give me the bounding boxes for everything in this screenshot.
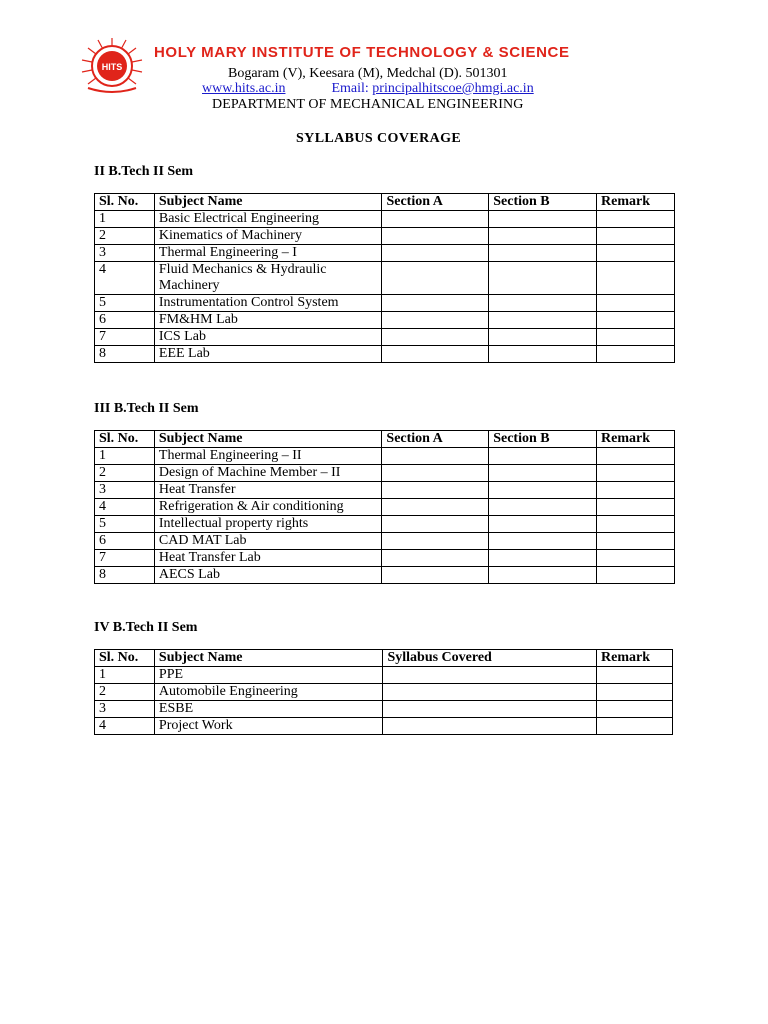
section-b-cell — [489, 329, 597, 346]
subject-cell: CAD MAT Lab — [154, 533, 382, 550]
remark-cell — [597, 684, 673, 701]
column-header: Section A — [382, 431, 489, 448]
table-row — [95, 329, 675, 346]
remark-cell — [597, 295, 675, 312]
section-a-cell — [382, 346, 489, 363]
serial-cell: 2 — [95, 684, 155, 701]
email-label: Email: — [331, 81, 369, 96]
section-a-cell — [382, 550, 489, 567]
remark-cell — [597, 346, 675, 363]
subject-cell: Design of Machine Member – II — [154, 465, 382, 482]
section-a-cell — [382, 465, 489, 482]
subject-cell: Thermal Engineering – II — [154, 448, 382, 465]
website-link[interactable]: www.hits.ac.in — [202, 81, 286, 96]
section-a-cell — [382, 329, 489, 346]
remark-cell — [597, 211, 675, 228]
remark-cell — [597, 448, 675, 465]
serial-cell: 4 — [95, 499, 155, 516]
subject-cell: Project Work — [154, 718, 383, 735]
remark-cell — [597, 516, 675, 533]
serial-cell: 1 — [95, 667, 155, 684]
section-b-cell — [489, 312, 597, 329]
serial-cell: 1 — [95, 211, 155, 228]
table-row — [95, 228, 675, 245]
section-heading-iv-btech: IV B.Tech II Sem — [94, 620, 198, 635]
section-heading-iii-btech: III B.Tech II Sem — [94, 401, 199, 416]
contact-line — [202, 81, 534, 97]
column-header: Remark — [597, 650, 673, 667]
table-header-row — [95, 431, 675, 448]
table-row — [95, 684, 673, 701]
remark-cell — [597, 567, 675, 584]
serial-cell: 7 — [95, 550, 155, 567]
remark-cell — [597, 550, 675, 567]
remark-cell — [597, 701, 673, 718]
institution-address: Bogaram (V), Keesara (M), Medchal (D). 501301 — [228, 66, 508, 81]
table-row — [95, 701, 673, 718]
serial-cell: 4 — [95, 262, 155, 295]
remark-cell — [597, 667, 673, 684]
subject-cell: Automobile Engineering — [154, 684, 383, 701]
section-b-cell — [489, 567, 597, 584]
serial-cell: 6 — [95, 533, 155, 550]
section-b-cell — [489, 346, 597, 363]
subject-cell: ICS Lab — [154, 329, 382, 346]
section-b-cell — [489, 448, 597, 465]
column-header: Subject Name — [154, 650, 383, 667]
section-b-cell — [489, 482, 597, 499]
serial-cell: 7 — [95, 329, 155, 346]
subject-cell: EEE Lab — [154, 346, 382, 363]
column-header: Section A — [382, 194, 489, 211]
remark-cell — [597, 482, 675, 499]
table-row — [95, 245, 675, 262]
syllabus-covered-cell — [383, 718, 597, 735]
subject-cell: Heat Transfer — [154, 482, 382, 499]
section-b-cell — [489, 245, 597, 262]
section-a-cell — [382, 211, 489, 228]
table-row — [95, 262, 675, 295]
remark-cell — [597, 329, 675, 346]
column-header: Remark — [597, 431, 675, 448]
column-header: Sl. No. — [95, 431, 155, 448]
department-name: DEPARTMENT OF MECHANICAL ENGINEERING — [212, 97, 524, 112]
remark-cell — [597, 533, 675, 550]
syllabus-table-ii-btech — [94, 193, 675, 363]
table-row — [95, 533, 675, 550]
column-header: Remark — [597, 194, 675, 211]
syllabus-covered-cell — [383, 667, 597, 684]
serial-cell: 2 — [95, 465, 155, 482]
serial-cell: 3 — [95, 701, 155, 718]
table-header-row — [95, 650, 673, 667]
table-row — [95, 211, 675, 228]
table-row — [95, 346, 675, 363]
serial-cell: 5 — [95, 516, 155, 533]
table-row — [95, 448, 675, 465]
table-row — [95, 516, 675, 533]
table-row — [95, 312, 675, 329]
section-a-cell — [382, 482, 489, 499]
institution-name: HOLY MARY INSTITUTE OF TECHNOLOGY & SCIENCE — [154, 44, 570, 61]
serial-cell: 3 — [95, 482, 155, 499]
remark-cell — [597, 499, 675, 516]
table-row — [95, 499, 675, 516]
email-link[interactable]: principalhitscoe@hmgi.ac.in — [372, 81, 534, 96]
serial-cell: 4 — [95, 718, 155, 735]
subject-cell: Instrumentation Control System — [154, 295, 382, 312]
section-b-cell — [489, 211, 597, 228]
column-header: Subject Name — [154, 194, 382, 211]
syllabus-table-iii-btech — [94, 430, 675, 584]
subject-cell: PPE — [154, 667, 383, 684]
subject-cell: Heat Transfer Lab — [154, 550, 382, 567]
section-b-cell — [489, 262, 597, 295]
remark-cell — [597, 245, 675, 262]
serial-cell: 8 — [95, 346, 155, 363]
table-row — [95, 550, 675, 567]
table-row — [95, 465, 675, 482]
remark-cell — [597, 718, 673, 735]
column-header: Sl. No. — [95, 194, 155, 211]
section-a-cell — [382, 516, 489, 533]
section-b-cell — [489, 295, 597, 312]
syllabus-table-iv-btech — [94, 649, 673, 735]
column-header: Section B — [489, 431, 597, 448]
subject-cell: FM&HM Lab — [154, 312, 382, 329]
section-b-cell — [489, 533, 597, 550]
subject-cell: Thermal Engineering – I — [154, 245, 382, 262]
section-a-cell — [382, 245, 489, 262]
section-b-cell — [489, 550, 597, 567]
column-header: Subject Name — [154, 431, 382, 448]
section-a-cell — [382, 228, 489, 245]
subject-cell: ESBE — [154, 701, 383, 718]
table-row — [95, 567, 675, 584]
serial-cell: 2 — [95, 228, 155, 245]
section-b-cell — [489, 228, 597, 245]
serial-cell: 3 — [95, 245, 155, 262]
serial-cell: 6 — [95, 312, 155, 329]
column-header: Syllabus Covered — [383, 650, 597, 667]
subject-cell: Kinematics of Machinery — [154, 228, 382, 245]
section-heading-ii-btech: II B.Tech II Sem — [94, 164, 194, 179]
svg-text:HITS: HITS — [101, 62, 123, 72]
table-row — [95, 295, 675, 312]
syllabus-covered-cell — [383, 701, 597, 718]
subject-cell: Refrigeration & Air conditioning — [154, 499, 382, 516]
remark-cell — [597, 312, 675, 329]
syllabus-covered-cell — [383, 684, 597, 701]
serial-cell: 5 — [95, 295, 155, 312]
section-a-cell — [382, 312, 489, 329]
serial-cell: 8 — [95, 567, 155, 584]
column-header: Section B — [489, 194, 597, 211]
subject-cell: AECS Lab — [154, 567, 382, 584]
subject-cell: Fluid Mechanics & Hydraulic Machinery — [154, 262, 382, 295]
table-row — [95, 667, 673, 684]
subject-cell: Basic Electrical Engineering — [154, 211, 382, 228]
section-a-cell — [382, 499, 489, 516]
serial-cell: 1 — [95, 448, 155, 465]
section-b-cell — [489, 516, 597, 533]
section-b-cell — [489, 465, 597, 482]
table-row — [95, 718, 673, 735]
section-a-cell — [382, 295, 489, 312]
document-title: SYLLABUS COVERAGE — [296, 131, 462, 146]
table-row — [95, 482, 675, 499]
section-a-cell — [382, 448, 489, 465]
institution-logo — [78, 36, 146, 96]
remark-cell — [597, 228, 675, 245]
section-a-cell — [382, 262, 489, 295]
remark-cell — [597, 465, 675, 482]
column-header: Sl. No. — [95, 650, 155, 667]
table-header-row — [95, 194, 675, 211]
section-b-cell — [489, 499, 597, 516]
section-a-cell — [382, 533, 489, 550]
subject-cell: Intellectual property rights — [154, 516, 382, 533]
remark-cell — [597, 262, 675, 295]
section-a-cell — [382, 567, 489, 584]
